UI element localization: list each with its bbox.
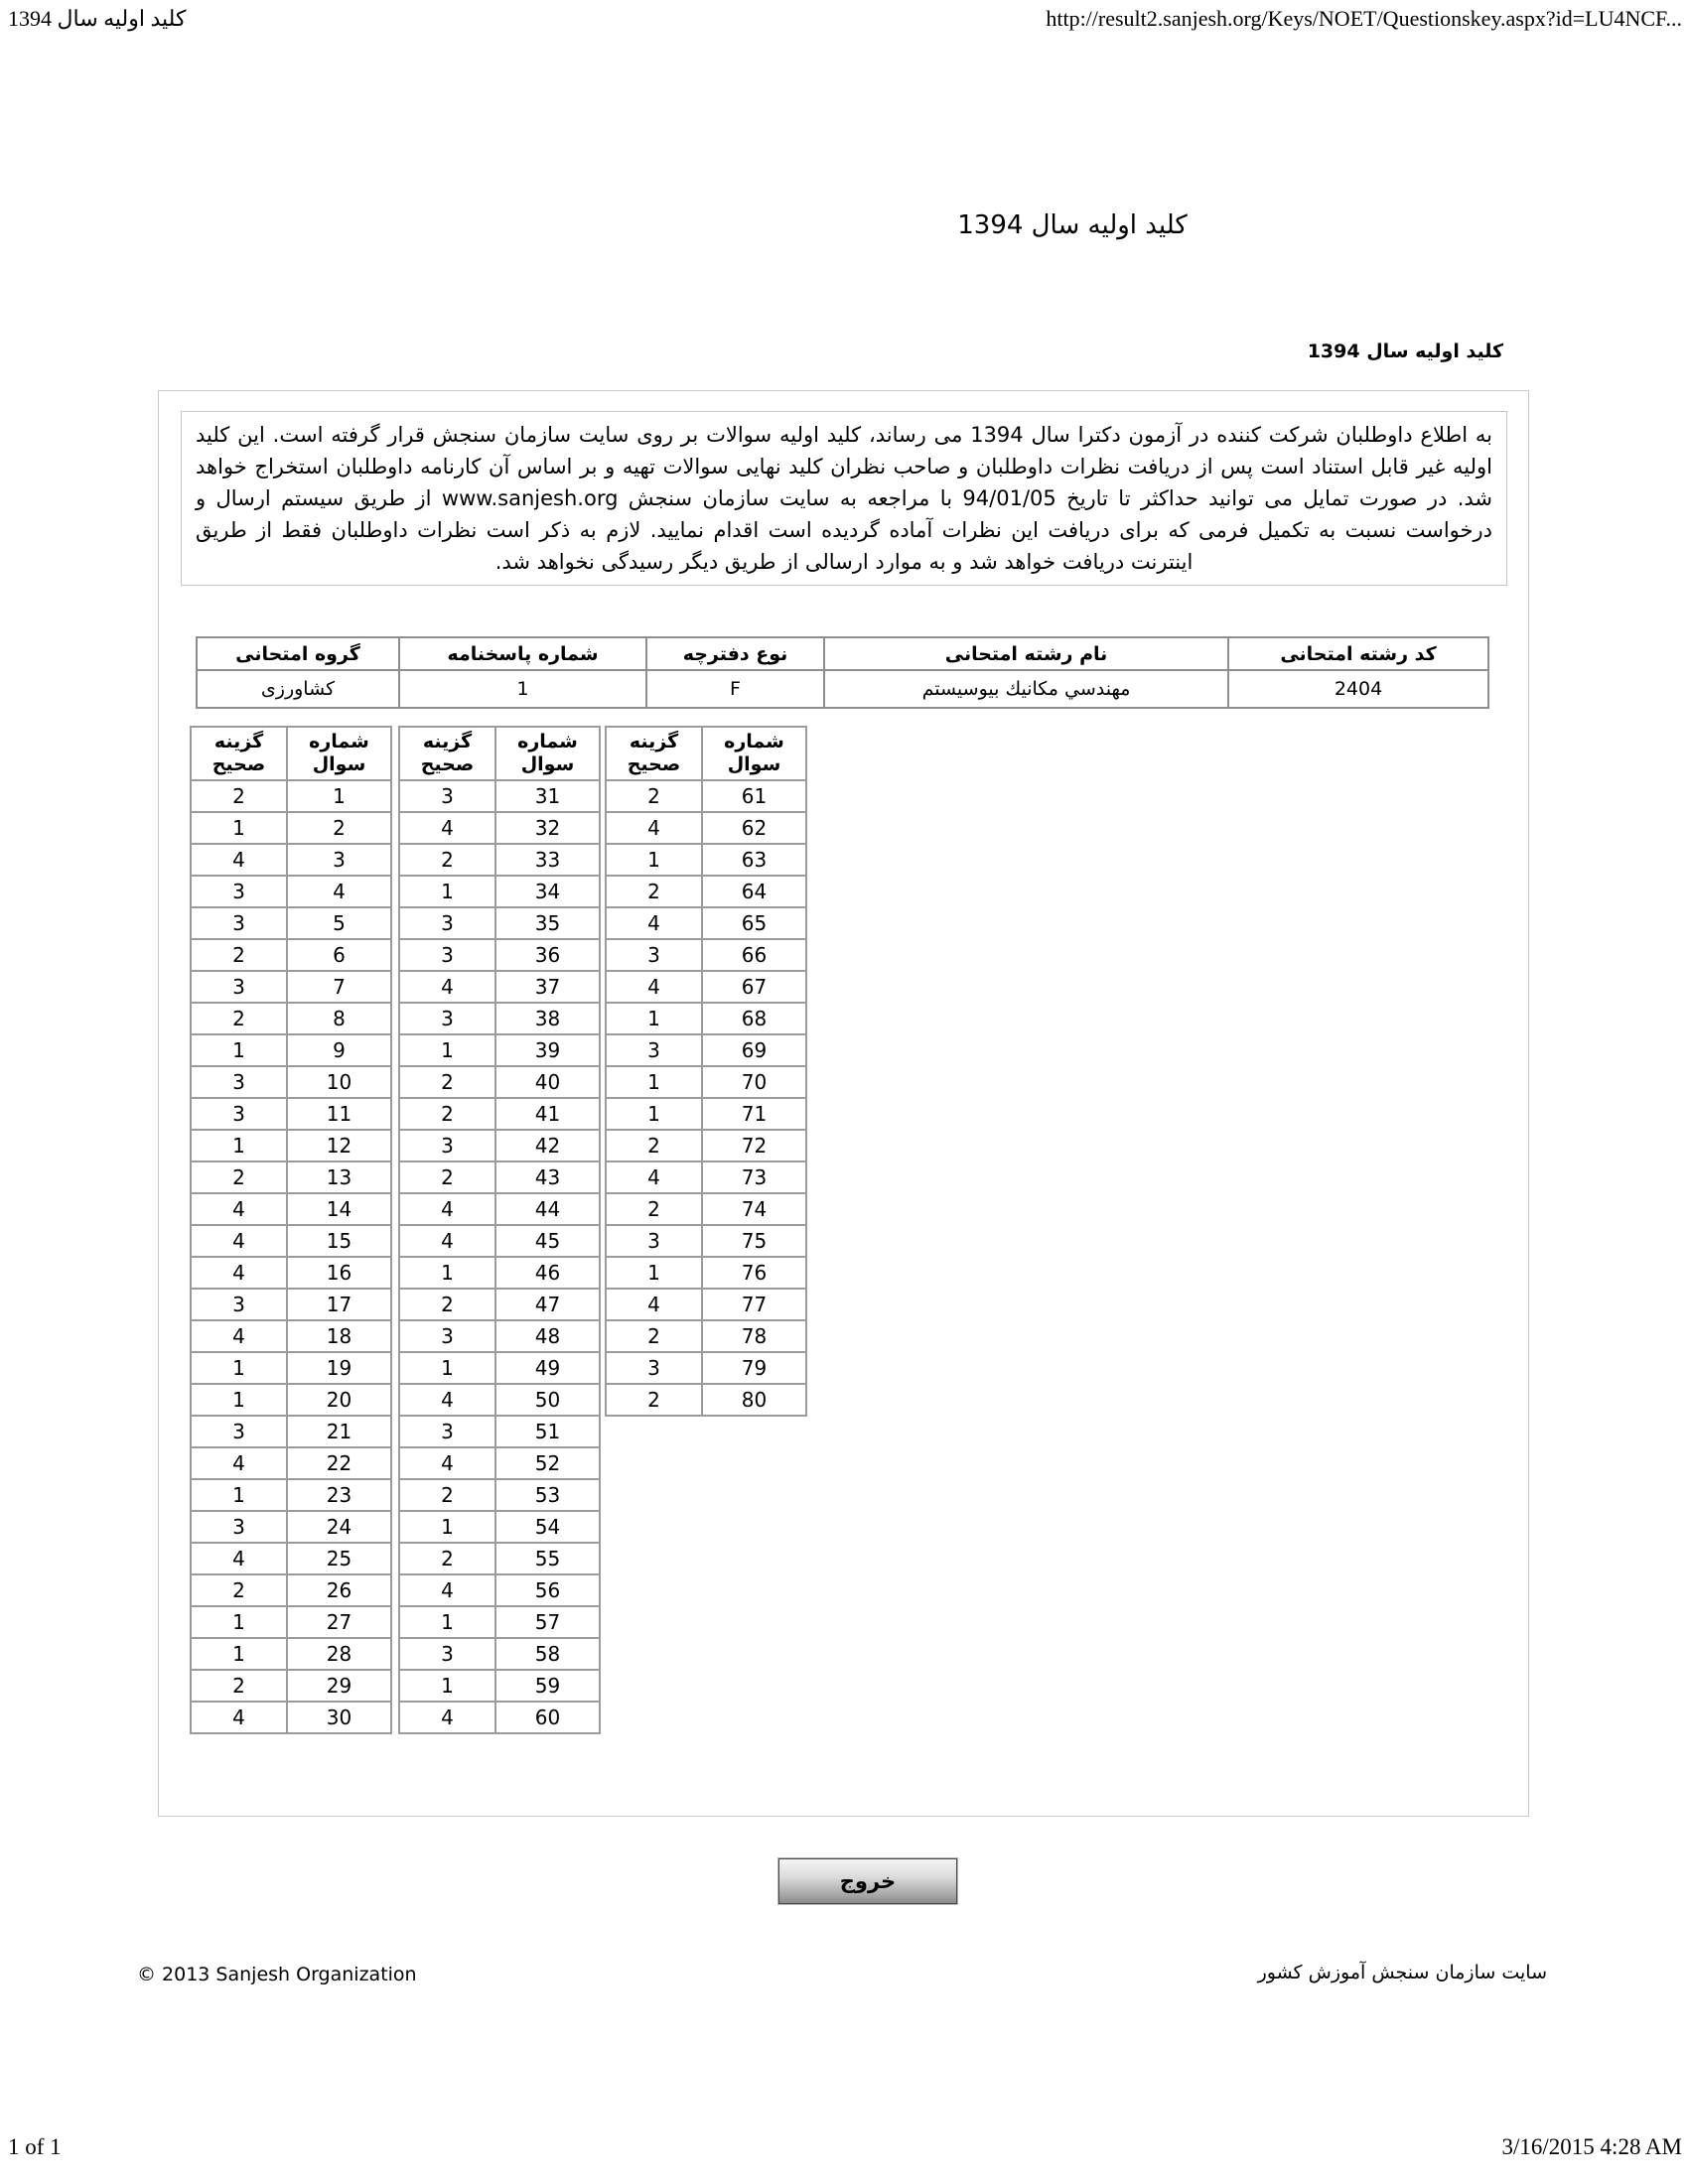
exam-info-header-cell: شماره پاسخنامه — [399, 637, 646, 670]
question-number-cell: 16 — [287, 1257, 391, 1289]
correct-option-cell: 1 — [191, 1606, 287, 1638]
answer-row — [606, 1384, 806, 1416]
question-number-cell: 77 — [702, 1289, 806, 1320]
correct-option-cell: 1 — [606, 1098, 702, 1130]
question-number-cell: 74 — [702, 1193, 806, 1225]
question-number-cell: 76 — [702, 1257, 806, 1289]
question-number-cell: 58 — [495, 1638, 600, 1670]
exam-info-value-cell: کشاورزی — [197, 670, 399, 708]
correct-option-cell: 2 — [191, 1574, 287, 1606]
question-number-cell: 29 — [287, 1670, 391, 1702]
correct-option-cell: 2 — [606, 1384, 702, 1416]
correct-option-cell: 1 — [606, 1003, 702, 1034]
correct-option-cell: 3 — [606, 939, 702, 971]
correct-option-cell: 2 — [191, 1670, 287, 1702]
answer-row — [191, 1193, 391, 1225]
correct-option-cell: 4 — [606, 1289, 702, 1320]
correct-option-cell: 2 — [606, 1193, 702, 1225]
question-number-cell: 25 — [287, 1543, 391, 1574]
correct-option-cell: 3 — [191, 876, 287, 907]
question-number-cell: 56 — [495, 1574, 600, 1606]
question-number-header: شماره سوال — [702, 727, 806, 780]
answer-row — [606, 1003, 806, 1034]
answer-row — [606, 1066, 806, 1098]
answer-row — [606, 844, 806, 876]
question-number-cell: 20 — [287, 1384, 391, 1416]
answer-row — [399, 1034, 600, 1066]
answer-row — [399, 1257, 600, 1289]
correct-option-cell: 4 — [191, 1447, 287, 1479]
answer-row — [191, 971, 391, 1003]
correct-option-cell: 1 — [606, 1257, 702, 1289]
answer-row — [191, 1670, 391, 1702]
correct-option-cell: 1 — [399, 876, 495, 907]
answer-row — [399, 812, 600, 844]
correct-option-cell: 2 — [606, 876, 702, 907]
answer-row — [399, 876, 600, 907]
answer-row — [399, 1447, 600, 1479]
answer-row — [191, 1447, 391, 1479]
answer-row — [191, 876, 391, 907]
question-number-cell: 33 — [495, 844, 600, 876]
answer-row — [606, 1225, 806, 1257]
question-number-cell: 26 — [287, 1574, 391, 1606]
answer-row — [399, 1320, 600, 1352]
question-number-cell: 65 — [702, 907, 806, 939]
correct-option-cell: 3 — [399, 1003, 495, 1034]
question-number-header: شماره سوال — [287, 727, 391, 780]
question-number-cell: 27 — [287, 1606, 391, 1638]
answer-row — [191, 1161, 391, 1193]
exit-button[interactable]: خروج — [778, 1858, 957, 1904]
question-number-cell: 53 — [495, 1479, 600, 1511]
question-number-cell: 52 — [495, 1447, 600, 1479]
question-number-cell: 69 — [702, 1034, 806, 1066]
answer-row — [606, 939, 806, 971]
correct-option-cell: 4 — [606, 812, 702, 844]
answer-header-row — [606, 727, 806, 780]
correct-option-cell: 4 — [191, 1543, 287, 1574]
answer-row — [191, 1416, 391, 1447]
correct-option-cell: 2 — [399, 1479, 495, 1511]
correct-option-cell: 2 — [191, 780, 287, 812]
correct-option-cell: 2 — [399, 1161, 495, 1193]
exam-info-value-row — [197, 670, 1488, 708]
question-number-cell: 80 — [702, 1384, 806, 1416]
notice-text: به اطلاع داوطلبان شرکت کننده در آزمون دکترا سال 1394 می رساند، کلید اولیه سوالات بر روی سایت سازمان سنجش قرار گرفته است. این کلید اولیه غیر قابل استناد است پس از دریافت نظرات داوطلبان و صاحب نظران کلید نهایی سوالات تهیه و بر اساس آن کارنامه داوطلبان استخراج خواهد شد. در صورت تمایل می توانید حداکثر تا تاریخ 94/01/05 با مراجعه به سایت سازمان سنجش www.sanjesh.org از طریق سیستم ارسال و درخواست نسبت به تکمیل فرمی که برای دریافت این نظرات آماده گردیده است اقدام نمایید. لازم به ذکر است نظرات داوطلبان فقط از طریق اینترنت دریافت خواهد شد و به موارد ارسالی از طریق دیگر رسیدگی نخواهد شد. — [181, 411, 1507, 586]
page-title: کلید اولیه سال 1394 — [957, 210, 1188, 240]
question-number-cell: 36 — [495, 939, 600, 971]
question-number-cell: 28 — [287, 1638, 391, 1670]
print-header-url: http://result2.sanjesh.org/Keys/NOET/Questionskey.aspx?id=LU4NCF... — [1046, 6, 1682, 31]
question-number-cell: 34 — [495, 876, 600, 907]
correct-option-cell: 4 — [606, 907, 702, 939]
correct-option-cell: 4 — [399, 1574, 495, 1606]
correct-option-cell: 4 — [399, 1702, 495, 1733]
correct-option-cell: 1 — [191, 812, 287, 844]
answer-row — [399, 907, 600, 939]
answer-row — [191, 1225, 391, 1257]
question-number-cell: 7 — [287, 971, 391, 1003]
answer-row — [191, 1066, 391, 1098]
correct-option-cell: 1 — [399, 1606, 495, 1638]
correct-option-cell: 1 — [191, 1130, 287, 1161]
question-number-cell: 4 — [287, 876, 391, 907]
answer-row — [191, 1702, 391, 1733]
answer-row — [191, 1003, 391, 1034]
question-number-cell: 73 — [702, 1161, 806, 1193]
correct-option-cell: 1 — [191, 1638, 287, 1670]
answer-row — [606, 1193, 806, 1225]
question-number-cell: 43 — [495, 1161, 600, 1193]
correct-option-cell: 3 — [399, 1638, 495, 1670]
correct-option-cell: 4 — [606, 1161, 702, 1193]
answer-row — [399, 1543, 600, 1574]
question-number-cell: 78 — [702, 1320, 806, 1352]
answer-row — [191, 907, 391, 939]
print-footer-page-number: 1 of 1 — [8, 2134, 62, 2159]
answer-row — [399, 1225, 600, 1257]
exam-info-header-cell: گروه امتحانی — [197, 637, 399, 670]
correct-option-cell: 4 — [399, 1384, 495, 1416]
correct-option-cell: 1 — [191, 1384, 287, 1416]
question-number-cell: 60 — [495, 1702, 600, 1733]
question-number-cell: 13 — [287, 1161, 391, 1193]
question-number-cell: 47 — [495, 1289, 600, 1320]
question-number-cell: 55 — [495, 1543, 600, 1574]
correct-option-cell: 1 — [191, 1352, 287, 1384]
exam-info-header-row — [197, 637, 1488, 670]
correct-option-cell: 2 — [191, 1161, 287, 1193]
correct-option-cell: 3 — [191, 1289, 287, 1320]
correct-option-cell: 4 — [399, 1193, 495, 1225]
correct-option-cell: 3 — [606, 1225, 702, 1257]
correct-option-cell: 3 — [399, 1416, 495, 1447]
question-number-cell: 12 — [287, 1130, 391, 1161]
question-number-cell: 17 — [287, 1289, 391, 1320]
question-number-cell: 11 — [287, 1098, 391, 1130]
answer-row — [191, 1638, 391, 1670]
answer-row — [399, 1606, 600, 1638]
question-number-cell: 5 — [287, 907, 391, 939]
answer-row — [191, 1289, 391, 1320]
correct-option-cell: 3 — [606, 1034, 702, 1066]
answer-row — [191, 780, 391, 812]
correct-option-cell: 3 — [399, 1320, 495, 1352]
correct-option-cell: 1 — [191, 1479, 287, 1511]
correct-option-cell: 4 — [191, 1193, 287, 1225]
footer-site-name: سایت سازمان سنجش آموزش کشور — [1257, 1962, 1547, 1983]
answer-header-row — [191, 727, 391, 780]
correct-option-cell: 1 — [399, 1034, 495, 1066]
answer-row — [191, 1098, 391, 1130]
exam-info-table — [196, 636, 1489, 709]
exam-info-value-cell: مهندسي مكانيك بيوسيستم — [824, 670, 1228, 708]
exam-info-value-cell: F — [646, 670, 824, 708]
correct-option-cell: 3 — [191, 1098, 287, 1130]
question-number-header: شماره سوال — [495, 727, 600, 780]
correct-option-cell: 2 — [606, 780, 702, 812]
question-number-cell: 24 — [287, 1511, 391, 1543]
exam-info-value-cell: 2404 — [1228, 670, 1488, 708]
exam-info-value-cell: 1 — [399, 670, 646, 708]
question-number-cell: 62 — [702, 812, 806, 844]
answer-row — [606, 1161, 806, 1193]
correct-option-cell: 2 — [399, 1289, 495, 1320]
question-number-cell: 18 — [287, 1320, 391, 1352]
correct-option-cell: 4 — [191, 844, 287, 876]
answer-row — [399, 939, 600, 971]
correct-option-cell: 3 — [191, 1511, 287, 1543]
question-number-cell: 22 — [287, 1447, 391, 1479]
correct-option-cell: 3 — [191, 971, 287, 1003]
correct-option-cell: 1 — [399, 1670, 495, 1702]
answer-row — [606, 1352, 806, 1384]
correct-option-cell: 4 — [191, 1320, 287, 1352]
answer-row — [399, 1066, 600, 1098]
question-number-cell: 66 — [702, 939, 806, 971]
correct-option-cell: 2 — [399, 1098, 495, 1130]
question-number-cell: 46 — [495, 1257, 600, 1289]
answer-row — [399, 1193, 600, 1225]
correct-option-cell: 3 — [191, 1416, 287, 1447]
answer-row — [606, 812, 806, 844]
answer-row — [191, 844, 391, 876]
answer-row — [606, 1289, 806, 1320]
question-number-cell: 32 — [495, 812, 600, 844]
correct-option-cell: 4 — [399, 1225, 495, 1257]
correct-option-cell: 2 — [606, 1130, 702, 1161]
answer-row — [191, 1574, 391, 1606]
correct-option-cell: 4 — [191, 1257, 287, 1289]
answer-row — [399, 1130, 600, 1161]
answer-key-table-1 — [190, 726, 392, 1734]
correct-option-cell: 3 — [606, 1352, 702, 1384]
question-number-cell: 38 — [495, 1003, 600, 1034]
answer-row — [191, 1543, 391, 1574]
correct-option-cell: 3 — [399, 939, 495, 971]
question-number-cell: 63 — [702, 844, 806, 876]
exam-info-header-cell: کد رشته امتحانی — [1228, 637, 1488, 670]
question-number-cell: 79 — [702, 1352, 806, 1384]
question-number-cell: 31 — [495, 780, 600, 812]
answer-row — [399, 844, 600, 876]
question-number-cell: 61 — [702, 780, 806, 812]
answer-row — [399, 1352, 600, 1384]
question-number-cell: 8 — [287, 1003, 391, 1034]
question-number-cell: 19 — [287, 1352, 391, 1384]
exam-info-header-cell: نوع دفترچه — [646, 637, 824, 670]
question-number-cell: 54 — [495, 1511, 600, 1543]
question-number-cell: 2 — [287, 812, 391, 844]
print-footer-datetime: 3/16/2015 4:28 AM — [1501, 2134, 1682, 2159]
answer-row — [191, 812, 391, 844]
question-number-cell: 57 — [495, 1606, 600, 1638]
answer-row — [191, 1352, 391, 1384]
correct-option-cell: 2 — [606, 1320, 702, 1352]
exam-info-header-cell: نام رشته امتحانی — [824, 637, 1228, 670]
answer-row — [399, 1574, 600, 1606]
question-number-cell: 68 — [702, 1003, 806, 1034]
correct-option-cell: 4 — [399, 812, 495, 844]
answer-row — [399, 1416, 600, 1447]
answer-row — [606, 907, 806, 939]
answer-table-body — [399, 780, 600, 1733]
answer-row — [606, 876, 806, 907]
question-number-cell: 41 — [495, 1098, 600, 1130]
question-number-cell: 10 — [287, 1066, 391, 1098]
question-number-cell: 1 — [287, 780, 391, 812]
correct-option-header: گزینه صحیح — [606, 727, 702, 780]
question-number-cell: 9 — [287, 1034, 391, 1066]
answer-row — [191, 939, 391, 971]
answer-key-table-2 — [398, 726, 601, 1734]
answer-row — [399, 1479, 600, 1511]
answer-row — [399, 1384, 600, 1416]
correct-option-header: گزینه صحیح — [191, 727, 287, 780]
question-number-cell: 51 — [495, 1416, 600, 1447]
question-number-cell: 45 — [495, 1225, 600, 1257]
answer-row — [399, 1511, 600, 1543]
answer-row — [399, 1702, 600, 1733]
correct-option-cell: 2 — [399, 844, 495, 876]
footer-copyright: © 2013 Sanjesh Organization — [137, 1964, 417, 1985]
question-number-cell: 15 — [287, 1225, 391, 1257]
question-number-cell: 75 — [702, 1225, 806, 1257]
answer-header-row — [399, 727, 600, 780]
answer-row — [606, 1034, 806, 1066]
answer-row — [606, 1130, 806, 1161]
answer-row — [399, 1670, 600, 1702]
answer-row — [606, 1098, 806, 1130]
answer-row — [191, 1034, 391, 1066]
answer-row — [399, 1289, 600, 1320]
question-number-cell: 71 — [702, 1098, 806, 1130]
correct-option-cell: 4 — [399, 971, 495, 1003]
answer-row — [191, 1130, 391, 1161]
page-subtitle: کلید اولیه سال 1394 — [1307, 341, 1503, 362]
correct-option-cell: 4 — [399, 1447, 495, 1479]
correct-option-cell: 1 — [191, 1034, 287, 1066]
question-number-cell: 23 — [287, 1479, 391, 1511]
answer-row — [606, 780, 806, 812]
question-number-cell: 59 — [495, 1670, 600, 1702]
answer-row — [399, 1638, 600, 1670]
question-number-cell: 37 — [495, 971, 600, 1003]
answer-row — [191, 1511, 391, 1543]
question-number-cell: 3 — [287, 844, 391, 876]
question-number-cell: 72 — [702, 1130, 806, 1161]
answer-key-table-3 — [605, 726, 807, 1417]
answer-row — [191, 1479, 391, 1511]
correct-option-cell: 1 — [399, 1511, 495, 1543]
answer-row — [399, 971, 600, 1003]
correct-option-cell: 2 — [399, 1543, 495, 1574]
answer-row — [399, 780, 600, 812]
answer-table-body — [191, 780, 391, 1733]
question-number-cell: 21 — [287, 1416, 391, 1447]
answer-row — [399, 1161, 600, 1193]
correct-option-cell: 1 — [606, 844, 702, 876]
question-number-cell: 50 — [495, 1384, 600, 1416]
question-number-cell: 14 — [287, 1193, 391, 1225]
answer-row — [606, 971, 806, 1003]
question-number-cell: 6 — [287, 939, 391, 971]
correct-option-cell: 3 — [399, 780, 495, 812]
content-box — [158, 390, 1529, 1817]
correct-option-cell: 2 — [191, 939, 287, 971]
correct-option-header: گزینه صحیح — [399, 727, 495, 780]
correct-option-cell: 2 — [399, 1066, 495, 1098]
correct-option-cell: 1 — [399, 1257, 495, 1289]
answer-row — [399, 1003, 600, 1034]
question-number-cell: 30 — [287, 1702, 391, 1733]
answer-table-body — [606, 780, 806, 1416]
answer-row — [191, 1384, 391, 1416]
correct-option-cell: 1 — [399, 1352, 495, 1384]
question-number-cell: 42 — [495, 1130, 600, 1161]
question-number-cell: 67 — [702, 971, 806, 1003]
correct-option-cell: 2 — [191, 1003, 287, 1034]
correct-option-cell: 3 — [191, 1066, 287, 1098]
question-number-cell: 64 — [702, 876, 806, 907]
correct-option-cell: 4 — [606, 971, 702, 1003]
answer-row — [399, 1098, 600, 1130]
answer-row — [191, 1320, 391, 1352]
question-number-cell: 44 — [495, 1193, 600, 1225]
correct-option-cell: 4 — [191, 1702, 287, 1733]
print-header-title: کلید اولیه سال 1394 — [8, 6, 187, 31]
correct-option-cell: 3 — [399, 907, 495, 939]
answer-row — [606, 1320, 806, 1352]
answer-row — [606, 1257, 806, 1289]
question-number-cell: 49 — [495, 1352, 600, 1384]
question-number-cell: 35 — [495, 907, 600, 939]
correct-option-cell: 1 — [606, 1066, 702, 1098]
answer-row — [191, 1606, 391, 1638]
correct-option-cell: 3 — [399, 1130, 495, 1161]
question-number-cell: 39 — [495, 1034, 600, 1066]
question-number-cell: 70 — [702, 1066, 806, 1098]
answer-row — [191, 1257, 391, 1289]
question-number-cell: 40 — [495, 1066, 600, 1098]
correct-option-cell: 3 — [191, 907, 287, 939]
correct-option-cell: 4 — [191, 1225, 287, 1257]
question-number-cell: 48 — [495, 1320, 600, 1352]
